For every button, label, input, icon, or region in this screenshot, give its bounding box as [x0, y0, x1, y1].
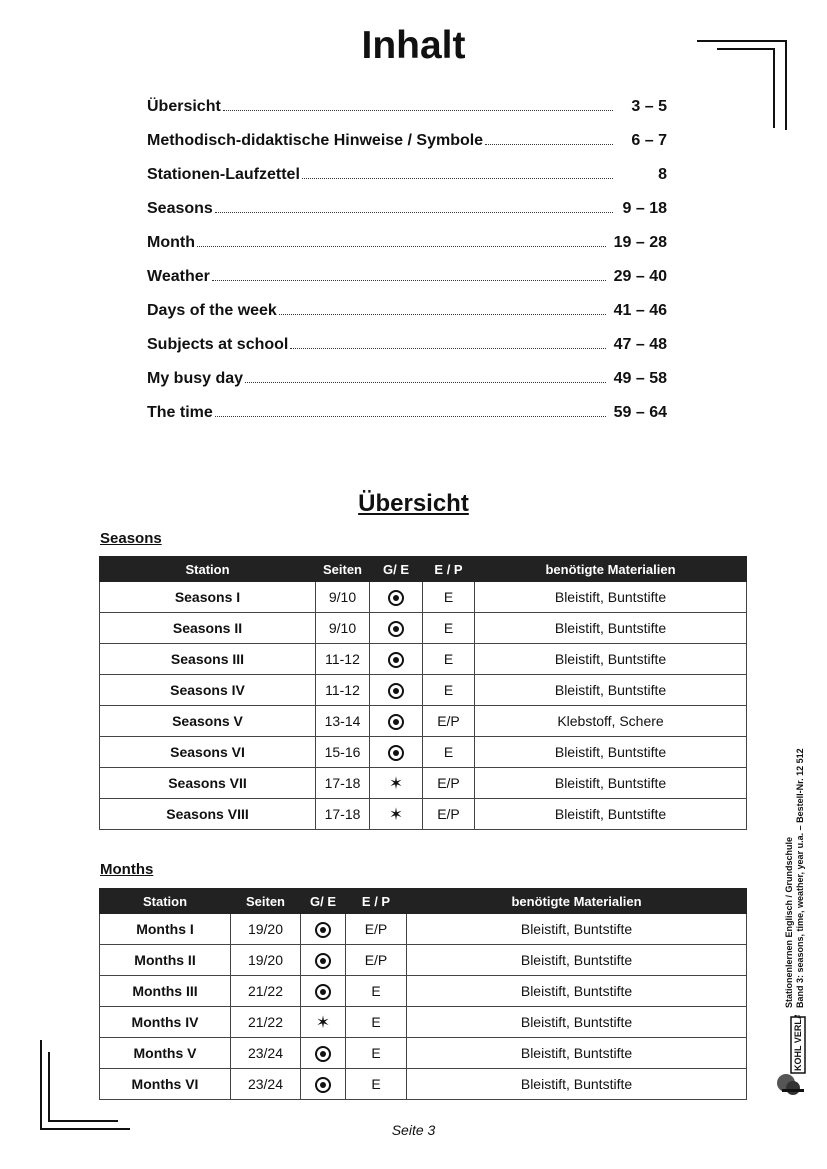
ep-cell: E/P [346, 914, 407, 945]
toc-entry [147, 302, 667, 336]
star-icon: ✶ [388, 804, 404, 824]
station-cell: Seasons IV [100, 675, 316, 706]
materials-cell: Bleistift, Buntstifte [475, 675, 747, 706]
group-symbol-cell [370, 582, 423, 613]
column-header: Seiten [316, 557, 370, 582]
side-text-line-1: Stationenlernen Englisch / Grundschule [784, 836, 794, 1008]
group-symbol-cell [301, 976, 346, 1007]
station-cell: Months VI [100, 1069, 231, 1100]
table-row [100, 976, 747, 1007]
pages-cell: 15-16 [316, 737, 370, 768]
side-text-line-2: Band 3: seasons, time, weather, year u.a. – Bestell-Nr. 12 512 [795, 748, 805, 1008]
toc-entry [147, 166, 667, 200]
ep-cell: E [423, 644, 475, 675]
toc-entry [147, 234, 667, 268]
ep-cell: E/P [423, 768, 475, 799]
table-row [100, 706, 747, 737]
toc-dot-leader [197, 246, 606, 247]
overview-title: Übersicht [358, 490, 469, 517]
toc-entry-label: The time [147, 404, 213, 421]
publisher-logo-text: KOHL VERLAG [793, 1015, 803, 1071]
star-icon: ✶ [388, 773, 404, 793]
pages-cell: 17-18 [316, 799, 370, 830]
ep-cell: E [423, 675, 475, 706]
table-row [100, 675, 747, 706]
toc-entry [147, 268, 667, 302]
publisher-logo [774, 1015, 806, 1097]
station-cell: Seasons II [100, 613, 316, 644]
toc-dot-leader [290, 348, 605, 349]
column-header: Seiten [231, 889, 301, 914]
ep-cell: E [346, 1007, 407, 1038]
table-row [100, 1007, 747, 1038]
ep-cell: E [346, 976, 407, 1007]
target-icon [315, 1077, 331, 1093]
column-header: E / P [423, 557, 475, 582]
pages-cell: 23/24 [231, 1038, 301, 1069]
station-cell: Months I [100, 914, 231, 945]
toc-entry-pages: 49 – 58 [613, 370, 667, 387]
ep-cell: E [423, 737, 475, 768]
toc-entry-label: Weather [147, 268, 210, 285]
toc-entry-pages: 47 – 48 [613, 336, 667, 353]
table-header-row [100, 557, 747, 582]
toc-entry-label: Subjects at school [147, 336, 289, 353]
ep-cell: E [423, 582, 475, 613]
ep-cell: E/P [423, 706, 475, 737]
station-cell: Months IV [100, 1007, 231, 1038]
target-icon [315, 922, 331, 938]
toc-entry-pages: 3 – 5 [631, 98, 667, 115]
toc-entry-pages: 41 – 46 [613, 302, 667, 319]
target-icon [388, 652, 404, 668]
pages-cell: 11-12 [316, 644, 370, 675]
column-header: Station [100, 889, 231, 914]
materials-cell: Bleistift, Buntstifte [407, 1069, 747, 1100]
toc-dot-leader [215, 212, 613, 213]
table-row [100, 1069, 747, 1100]
toc-dot-leader [245, 382, 606, 383]
table-row [100, 582, 747, 613]
pages-cell: 11-12 [316, 675, 370, 706]
table-row [100, 799, 747, 830]
toc-entry [147, 98, 667, 132]
toc-dot-leader [223, 110, 613, 111]
page-title: Inhalt [361, 24, 466, 67]
pages-cell: 13-14 [316, 706, 370, 737]
seasons-table [99, 556, 747, 830]
toc-dot-leader [485, 144, 613, 145]
station-cell: Seasons III [100, 644, 316, 675]
materials-cell: Bleistift, Buntstifte [407, 1007, 747, 1038]
materials-cell: Bleistift, Buntstifte [475, 768, 747, 799]
ep-cell: E/P [346, 945, 407, 976]
toc-entry-pages: 29 – 40 [613, 268, 667, 285]
target-icon [315, 1046, 331, 1062]
toc-entry [147, 370, 667, 404]
target-icon [388, 590, 404, 606]
toc-entry-pages: 19 – 28 [613, 234, 667, 251]
toc-entry [147, 404, 667, 438]
toc-dot-leader [212, 280, 606, 281]
toc-entry [147, 336, 667, 370]
group-symbol-cell [370, 644, 423, 675]
toc-entry-label: My busy day [147, 370, 244, 387]
pages-cell: 19/20 [231, 945, 301, 976]
toc-entry-label: Methodisch-didaktische Hinweise / Symbole [147, 132, 484, 149]
group-symbol-cell [301, 945, 346, 976]
toc-entry-label: Seasons [147, 200, 213, 217]
group-symbol-cell [301, 914, 346, 945]
toc-entry-label: Übersicht [147, 98, 221, 115]
target-icon [315, 984, 331, 1000]
toc-dot-leader [215, 416, 606, 417]
side-publication-info [784, 708, 806, 1008]
pages-cell: 21/22 [231, 976, 301, 1007]
table-row [100, 737, 747, 768]
table-row [100, 945, 747, 976]
pages-cell: 9/10 [316, 582, 370, 613]
toc-entry-label: Stationen-Laufzettel [147, 166, 300, 183]
station-cell: Months V [100, 1038, 231, 1069]
pages-cell: 23/24 [231, 1069, 301, 1100]
table-row [100, 1038, 747, 1069]
toc-entry [147, 200, 667, 234]
group-symbol-cell [370, 675, 423, 706]
table-of-contents [147, 98, 667, 438]
group-symbol-cell [301, 1069, 346, 1100]
station-cell: Seasons VIII [100, 799, 316, 830]
column-header: benötigte Materialien [475, 557, 747, 582]
ep-cell: E [423, 613, 475, 644]
target-icon [388, 745, 404, 761]
months-heading: Months [100, 861, 154, 878]
group-symbol-cell [301, 1038, 346, 1069]
toc-entry-pages: 6 – 7 [631, 132, 667, 149]
column-header: G/ E [301, 889, 346, 914]
group-symbol-cell [370, 768, 423, 799]
table-row [100, 644, 747, 675]
column-header: G/ E [370, 557, 423, 582]
station-cell: Seasons VI [100, 737, 316, 768]
materials-cell: Bleistift, Buntstifte [407, 1038, 747, 1069]
target-icon [315, 953, 331, 969]
station-cell: Months II [100, 945, 231, 976]
materials-cell: Bleistift, Buntstifte [475, 737, 747, 768]
group-symbol-cell [301, 1007, 346, 1038]
station-cell: Months III [100, 976, 231, 1007]
toc-dot-leader [302, 178, 613, 179]
ep-cell: E [346, 1038, 407, 1069]
group-symbol-cell [370, 613, 423, 644]
toc-entry-label: Days of the week [147, 302, 277, 319]
materials-cell: Bleistift, Buntstifte [475, 644, 747, 675]
column-header: Station [100, 557, 316, 582]
group-symbol-cell [370, 799, 423, 830]
toc-entry-label: Month [147, 234, 195, 251]
toc-entry-pages: 9 – 18 [622, 200, 667, 217]
table-row [100, 613, 747, 644]
column-header: E / P [346, 889, 407, 914]
materials-cell: Bleistift, Buntstifte [475, 613, 747, 644]
pages-cell: 9/10 [316, 613, 370, 644]
station-cell: Seasons I [100, 582, 316, 613]
ep-cell: E [346, 1069, 407, 1100]
toc-entry-pages: 59 – 64 [613, 404, 667, 421]
materials-cell: Klebstoff, Schere [475, 706, 747, 737]
materials-cell: Bleistift, Buntstifte [407, 914, 747, 945]
seasons-heading: Seasons [100, 530, 162, 547]
page-number: Seite 3 [391, 1122, 436, 1138]
group-symbol-cell [370, 706, 423, 737]
materials-cell: Bleistift, Buntstifte [407, 976, 747, 1007]
toc-entry [147, 132, 667, 166]
materials-cell: Bleistift, Buntstifte [475, 799, 747, 830]
toc-dot-leader [279, 314, 606, 315]
column-header: benötigte Materialien [407, 889, 747, 914]
table-header-row [100, 889, 747, 914]
star-icon: ✶ [315, 1012, 331, 1032]
months-table [99, 888, 747, 1100]
table-row [100, 768, 747, 799]
station-cell: Seasons V [100, 706, 316, 737]
pages-cell: 17-18 [316, 768, 370, 799]
pages-cell: 21/22 [231, 1007, 301, 1038]
toc-entry-pages: 8 [658, 166, 667, 183]
target-icon [388, 621, 404, 637]
station-cell: Seasons VII [100, 768, 316, 799]
group-symbol-cell [370, 737, 423, 768]
ep-cell: E/P [423, 799, 475, 830]
materials-cell: Bleistift, Buntstifte [407, 945, 747, 976]
pages-cell: 19/20 [231, 914, 301, 945]
target-icon [388, 714, 404, 730]
materials-cell: Bleistift, Buntstifte [475, 582, 747, 613]
table-row [100, 914, 747, 945]
target-icon [388, 683, 404, 699]
